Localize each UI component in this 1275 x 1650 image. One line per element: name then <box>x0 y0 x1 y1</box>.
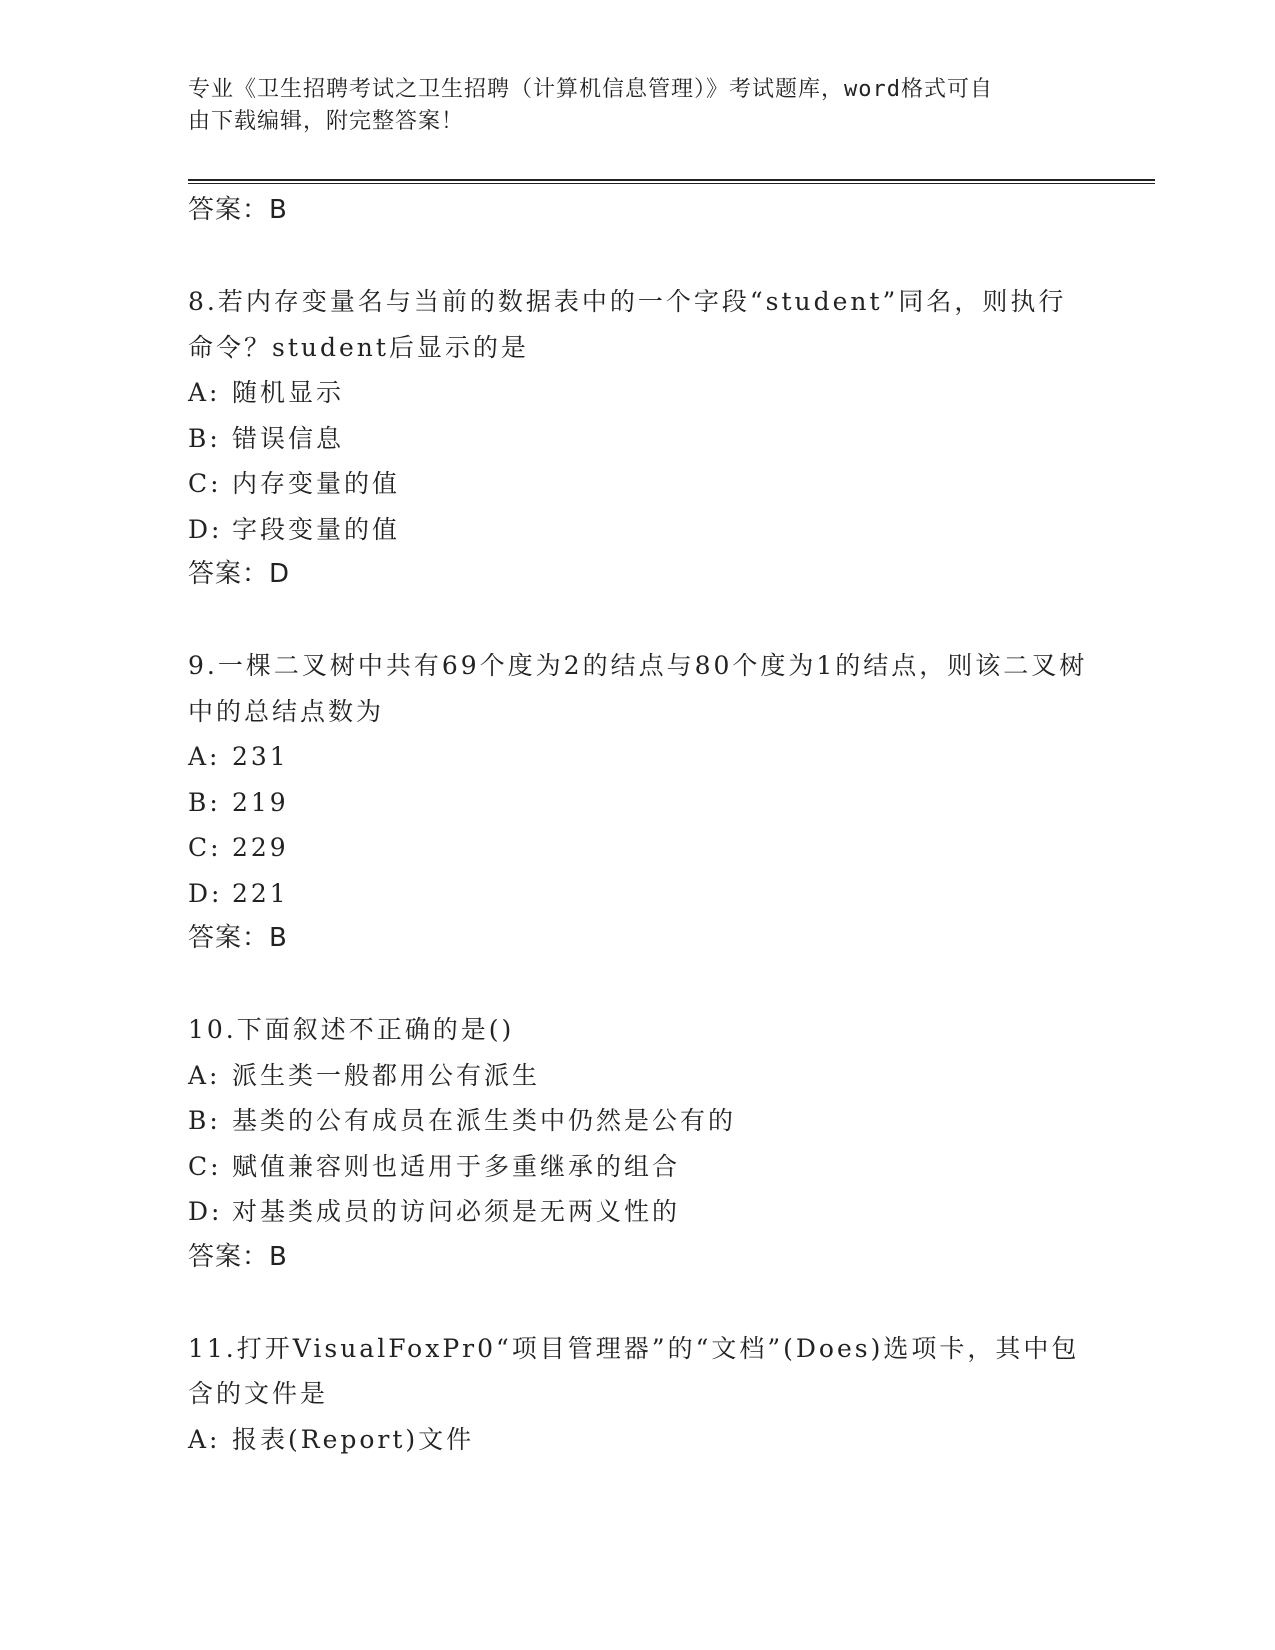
option-a <box>188 1053 1088 1099</box>
question-stem: 10.下面叙述不正确的是() <box>188 1015 515 1044</box>
option-text: 221 <box>232 878 289 908</box>
question-stem: 8.若内存变量名与当前的数据表中的一个字段“student”同名，则执行命令？student后显示的是 <box>188 287 1067 362</box>
option-letter: B: <box>188 1106 221 1135</box>
question-11 <box>188 1326 1088 1463</box>
option-letter: C: <box>188 1151 222 1181</box>
header-line-2: 由下载编辑，附完整答案！ <box>188 109 465 134</box>
option-text: 基类的公有成员在派生类中仍然是公有的 <box>232 1106 737 1135</box>
header-rule <box>188 179 1155 181</box>
option-letter: A: <box>188 1424 221 1454</box>
option-text: 229 <box>232 833 289 862</box>
option-text: 219 <box>232 787 289 817</box>
question-list <box>188 188 1088 1462</box>
option-b <box>188 780 1088 826</box>
question-8 <box>188 279 1088 597</box>
question-10 <box>188 1007 1088 1280</box>
option-text: 派生类一般都用公有派生 <box>232 1060 541 1090</box>
header-rule-thin <box>188 183 1155 184</box>
question-stem: 9.一棵二叉树中共有69个度为2的结点与80个度为1的结点，则该二叉树中的总结点数为 <box>188 651 1088 726</box>
document-header <box>188 74 1088 138</box>
option-b <box>188 1098 1088 1144</box>
answer-line: 答案：B <box>188 195 288 225</box>
option-letter: D: <box>188 878 223 908</box>
option-text: 字段变量的值 <box>232 514 401 544</box>
option-text: 报表(Report)文件 <box>232 1424 475 1454</box>
option-c <box>188 461 1088 507</box>
option-c <box>188 1144 1088 1190</box>
question-stem: 11.打开VisualFoxPr0“项目管理器”的“文档”(Does)选项卡，其中包含的文件是 <box>188 1333 1080 1408</box>
question-9 <box>188 643 1088 961</box>
option-letter: B: <box>188 787 221 817</box>
option-text: 赋值兼容则也适用于多重继承的组合 <box>232 1151 681 1181</box>
option-d <box>188 1189 1088 1235</box>
option-c <box>188 825 1088 871</box>
option-text: 内存变量的值 <box>232 469 401 498</box>
option-letter: A: <box>188 742 221 771</box>
answer-line: 答案：D <box>188 559 291 589</box>
answer-line: 答案：B <box>188 923 288 953</box>
option-d <box>188 871 1088 917</box>
option-text: 随机显示 <box>232 378 345 407</box>
option-text: 错误信息 <box>232 423 345 453</box>
option-a <box>188 370 1088 416</box>
header-line-1: 专业《卫生招聘考试之卫生招聘（计算机信息管理）》考试题库，word格式可自 <box>188 77 993 102</box>
option-d <box>188 507 1088 553</box>
option-text: 231 <box>232 742 289 771</box>
option-letter: A: <box>188 378 221 407</box>
option-letter: C: <box>188 469 222 498</box>
option-text: 对基类成员的访问必须是无两义性的 <box>232 1197 681 1226</box>
option-a <box>188 734 1088 780</box>
option-letter: D: <box>188 514 223 544</box>
option-letter: A: <box>188 1060 221 1090</box>
option-letter: D: <box>188 1197 223 1226</box>
option-letter: C: <box>188 833 222 862</box>
answer-line: 答案：B <box>188 1241 288 1272</box>
option-a <box>188 1417 1088 1463</box>
option-b <box>188 416 1088 462</box>
option-letter: B: <box>188 423 221 453</box>
